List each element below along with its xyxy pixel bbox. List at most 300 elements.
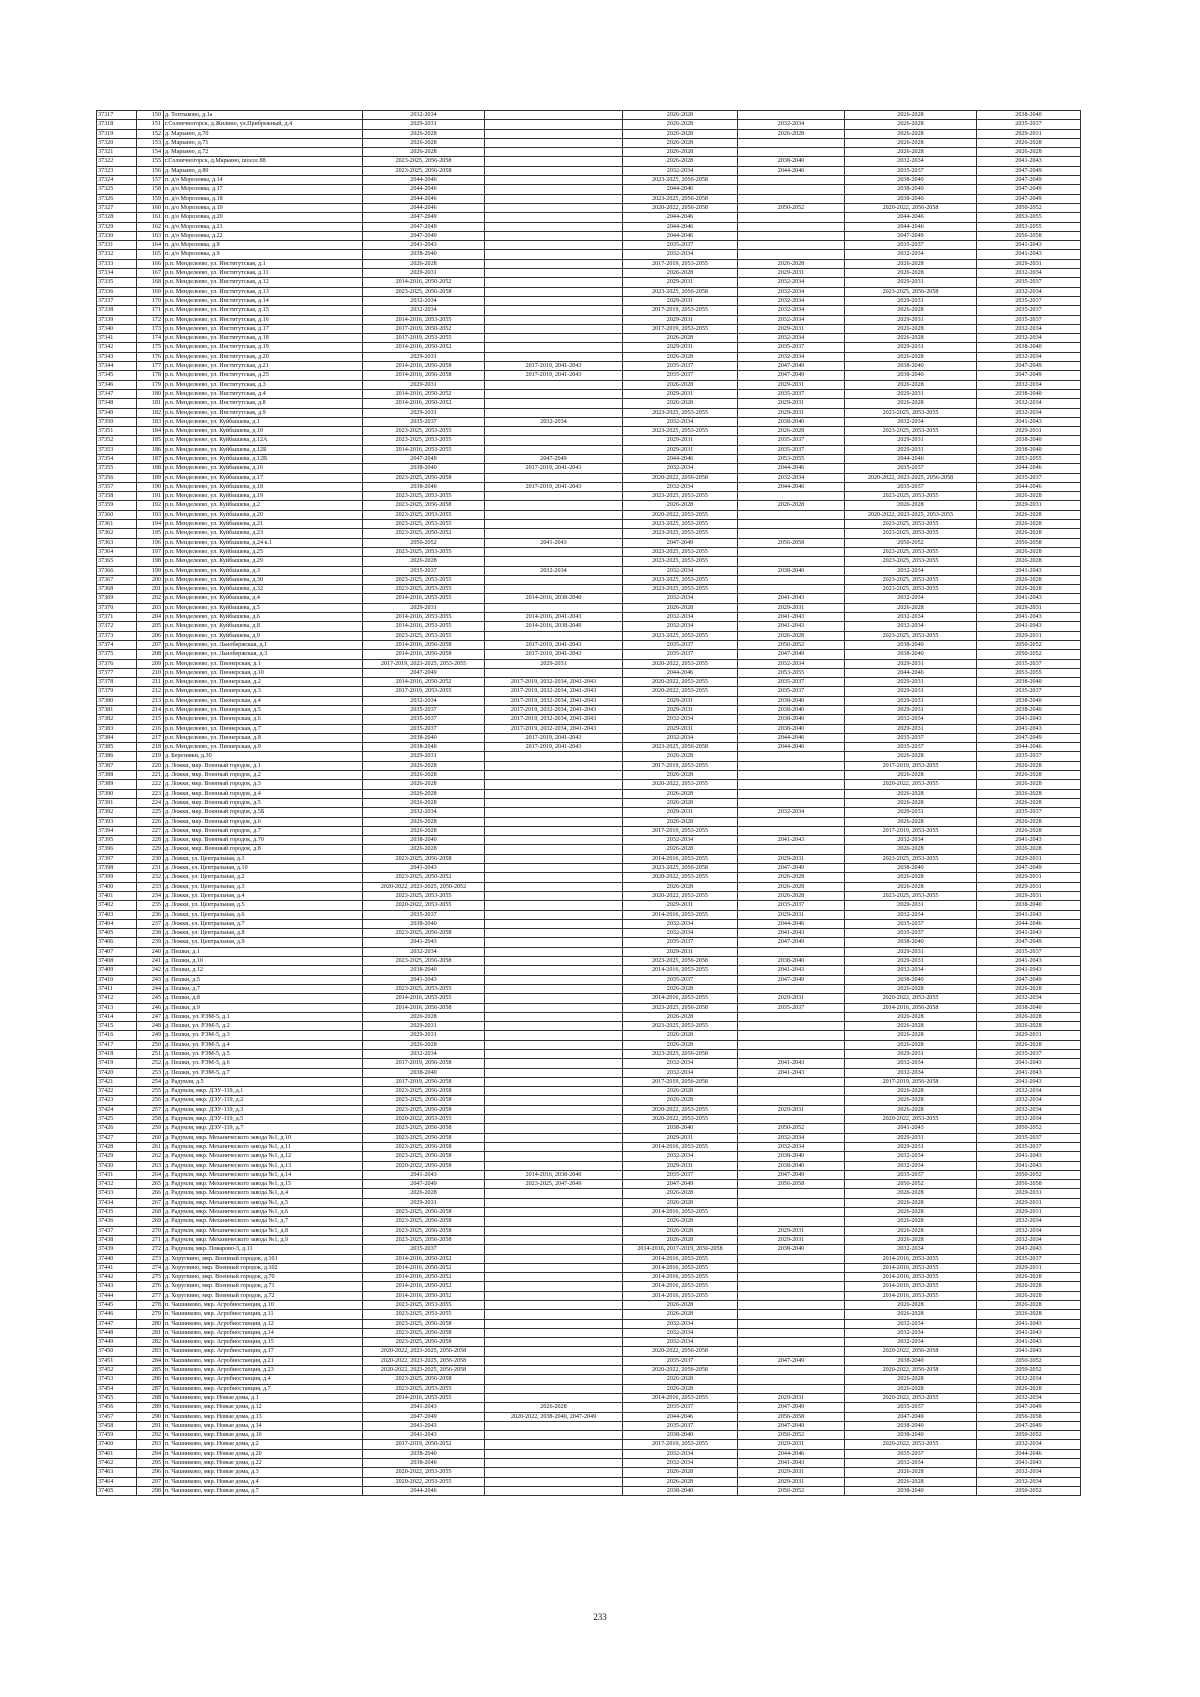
period-cell-5: 2026-2028 [845, 324, 977, 333]
period-cell-3: 2023-2025, 2053-2055 [623, 575, 738, 584]
period-cell-6: 2032-2034 [977, 380, 1081, 389]
period-cell-5: 2014-2016, 2056-2058 [845, 1003, 977, 1012]
row-id-cell: 37452 [97, 1366, 137, 1375]
period-cell-5: 2026-2028 [845, 306, 977, 315]
period-cell-5: 2035-2037 [845, 482, 977, 491]
period-cell-4: 2041-2043 [738, 1059, 845, 1068]
table-row [97, 984, 1081, 993]
row-number-cell: 235 [137, 901, 164, 910]
table-row [97, 1142, 1081, 1151]
period-cell-2: 2017-2019, 2041-2043 [485, 482, 623, 491]
period-cell-5: 2020-2022, 2053-2055 [845, 994, 977, 1003]
row-number-cell: 221 [137, 771, 164, 780]
row-id-cell: 37393 [97, 817, 137, 826]
row-number-cell: 189 [137, 473, 164, 482]
period-cell-3: 2023-2025, 2053-2055 [623, 529, 738, 538]
address-cell: р.п. Менделеево, ул. Институтская, д.20 [164, 352, 363, 361]
table-row [97, 1356, 1081, 1365]
period-cell-2 [485, 436, 623, 445]
period-cell-3: 2032-2034 [623, 1328, 738, 1337]
address-cell: д. Пешки, ул. РЭМ-5, д.6 [164, 1059, 363, 1068]
period-cell-4 [738, 1282, 845, 1291]
address-cell: р.п. Менделеево, ул. Куйбышева, д.1 [164, 417, 363, 426]
period-cell-1: 2044-2046 [363, 1486, 485, 1495]
period-cell-2: 2014-2016, 2038-2040 [485, 594, 623, 603]
table-row [97, 1263, 1081, 1272]
period-cell-4 [738, 1375, 845, 1384]
period-cell-6: 2029-2031 [977, 854, 1081, 863]
period-cell-5: 2035-2037 [845, 733, 977, 742]
table-row [97, 529, 1081, 538]
address-cell: п. Чашниково, мкр. Агробиостанция, д.12 [164, 1319, 363, 1328]
row-id-cell: 37338 [97, 306, 137, 315]
row-number-cell: 243 [137, 975, 164, 984]
period-cell-6: 2026-2028 [977, 575, 1081, 584]
period-cell-2 [485, 1263, 623, 1272]
period-cell-6: 2032-2034 [977, 1087, 1081, 1096]
period-cell-3: 2029-2031 [623, 278, 738, 287]
period-cell-5: 2038-2040 [845, 640, 977, 649]
row-id-cell: 37414 [97, 1012, 137, 1021]
period-cell-6: 2038-2040 [977, 901, 1081, 910]
table-row [97, 929, 1081, 938]
row-number-cell: 291 [137, 1421, 164, 1430]
period-cell-4 [738, 529, 845, 538]
row-number-cell: 247 [137, 1012, 164, 1021]
period-cell-6: 2050-2052 [977, 1170, 1081, 1179]
table-row [97, 1170, 1081, 1179]
row-id-cell: 37366 [97, 566, 137, 575]
table-row [97, 1087, 1081, 1096]
row-number-cell: 298 [137, 1486, 164, 1495]
address-cell: д. Ложки, ул. Центральная, д.9 [164, 938, 363, 947]
row-id-cell: 37462 [97, 1459, 137, 1468]
period-cell-3: 2014-2016, 2053-2055 [623, 1254, 738, 1263]
period-cell-2 [485, 278, 623, 287]
period-cell-1: 2023-2025, 2056-2058 [363, 957, 485, 966]
row-number-cell: 285 [137, 1366, 164, 1375]
period-cell-4: 2029-2031 [738, 1440, 845, 1449]
period-cell-5: 2038-2040 [845, 362, 977, 371]
period-cell-2 [485, 836, 623, 845]
period-cell-6: 2026-2028 [977, 1282, 1081, 1291]
period-cell-6: 2047-2049 [977, 176, 1081, 185]
period-cell-6: 2026-2028 [977, 1040, 1081, 1049]
row-number-cell: 228 [137, 836, 164, 845]
table-row [97, 845, 1081, 854]
period-cell-2: 2017-2019, 2032-2034, 2041-2043 [485, 696, 623, 705]
table-row [97, 1226, 1081, 1235]
period-cell-5: 2020-2022, 2056-2058 [845, 1347, 977, 1356]
period-cell-1: 2038-2040 [363, 966, 485, 975]
period-cell-3: 2026-2028 [623, 603, 738, 612]
period-cell-1: 2032-2034 [363, 111, 485, 120]
address-cell: г.Солнечногорск, д.Марьино, шоссе 88 [164, 157, 363, 166]
period-cell-3: 2029-2031 [623, 808, 738, 817]
table-row [97, 557, 1081, 566]
row-number-cell: 254 [137, 1077, 164, 1086]
period-cell-1: 2023-2025, 2050-2052 [363, 873, 485, 882]
address-cell: д. Пешки, ул. РЭМ-5, д.7 [164, 1068, 363, 1077]
period-cell-5: 2032-2034 [845, 715, 977, 724]
period-cell-6: 2041-2043 [977, 417, 1081, 426]
address-cell: д. Радумля, мкр. Механического завода №1, д.14 [164, 1170, 363, 1179]
period-cell-5: 2029-2031 [845, 315, 977, 324]
table-row [97, 1208, 1081, 1217]
period-cell-4 [738, 771, 845, 780]
table-row [97, 854, 1081, 863]
period-cell-3: 2032-2034 [623, 1449, 738, 1458]
address-cell: р.п. Менделеево, ул. Институтская, д.4 [164, 389, 363, 398]
row-number-cell: 245 [137, 994, 164, 1003]
period-cell-6: 2038-2040 [977, 111, 1081, 120]
period-cell-6: 2026-2028 [977, 761, 1081, 770]
period-cell-6: 2032-2034 [977, 994, 1081, 1003]
period-cell-4: 2032-2034 [738, 306, 845, 315]
period-cell-2 [485, 780, 623, 789]
address-cell: д. Радумля, мкр. ДЭУ-119, д.7 [164, 1124, 363, 1133]
table-row [97, 269, 1081, 278]
period-cell-2 [485, 957, 623, 966]
period-cell-6: 2035-2037 [977, 296, 1081, 305]
period-cell-3: 2014-2016, 2053-2055 [623, 994, 738, 1003]
period-cell-5: 2038-2040 [845, 1356, 977, 1365]
row-id-cell: 37333 [97, 259, 137, 268]
table-row [97, 659, 1081, 668]
period-cell-5: 2029-2031 [845, 389, 977, 398]
period-cell-6: 2026-2028 [977, 520, 1081, 529]
row-id-cell: 37370 [97, 603, 137, 612]
period-cell-6: 2032-2034 [977, 1393, 1081, 1402]
period-cell-6: 2047-2049 [977, 1403, 1081, 1412]
period-cell-1: 2026-2028 [363, 557, 485, 566]
period-cell-1: 2017-2019, 2056-2058 [363, 1077, 485, 1086]
period-cell-4: 2029-2031 [738, 269, 845, 278]
table-row [97, 1459, 1081, 1468]
period-cell-2 [485, 1040, 623, 1049]
address-cell: р.п. Менделеево, ул. Институтская, д.18 [164, 334, 363, 343]
period-cell-3: 2023-2025, 2053-2055 [623, 492, 738, 501]
period-cell-2 [485, 501, 623, 510]
address-cell: д. Радумля, мкр. ДЭУ-119, д.2 [164, 1096, 363, 1105]
row-id-cell: 37355 [97, 464, 137, 473]
period-cell-5: 2026-2028 [845, 129, 977, 138]
period-cell-5: 2017-2019, 2053-2055 [845, 761, 977, 770]
table-row [97, 1328, 1081, 1337]
row-number-cell: 240 [137, 947, 164, 956]
period-cell-1: 2023-2025, 2053-2055 [363, 492, 485, 501]
period-cell-4: 2050-2052 [738, 1431, 845, 1440]
period-cell-2 [485, 1328, 623, 1337]
period-cell-3: 2026-2028 [623, 129, 738, 138]
row-id-cell: 37436 [97, 1217, 137, 1226]
row-number-cell: 211 [137, 678, 164, 687]
period-cell-4: 2026-2028 [738, 259, 845, 268]
period-cell-1: 2023-2025, 2056-2058 [363, 929, 485, 938]
table-body [97, 111, 1081, 1496]
period-cell-1: 2023-2025, 2053-2055 [363, 575, 485, 584]
table-row [97, 445, 1081, 454]
row-number-cell: 201 [137, 585, 164, 594]
period-cell-3: 2026-2028 [623, 1468, 738, 1477]
table-row [97, 743, 1081, 752]
row-id-cell: 37385 [97, 743, 137, 752]
table-row [97, 352, 1081, 361]
address-cell: п. Чашниково, мкр. Новые дома, д.12 [164, 1403, 363, 1412]
period-cell-1: 2023-2025, 2056-2058 [363, 473, 485, 482]
period-cell-2 [485, 1273, 623, 1282]
table-row [97, 1217, 1081, 1226]
row-id-cell: 37409 [97, 966, 137, 975]
period-cell-2: 2017-2019, 2032-2034, 2041-2043 [485, 706, 623, 715]
period-cell-5: 2032-2034 [845, 910, 977, 919]
period-cell-6: 2038-2040 [977, 389, 1081, 398]
period-cell-1: 2041-2043 [363, 975, 485, 984]
period-cell-4 [738, 1022, 845, 1031]
row-number-cell: 256 [137, 1096, 164, 1105]
period-cell-2 [485, 984, 623, 993]
period-cell-4: 2032-2034 [738, 296, 845, 305]
period-cell-1: 2023-2025, 2056-2058 [363, 1328, 485, 1337]
table-row [97, 733, 1081, 742]
row-number-cell: 192 [137, 501, 164, 510]
period-cell-3: 2026-2028 [623, 1235, 738, 1244]
address-cell: д. Хоругвино, мкр. Военный городок, д.102 [164, 1263, 363, 1272]
period-cell-1: 2020-2022, 2053-2055 [363, 901, 485, 910]
period-cell-6: 2038-2040 [977, 436, 1081, 445]
period-cell-4: 2047-2049 [738, 1421, 845, 1430]
period-cell-1: 2044-2046 [363, 176, 485, 185]
period-cell-5: 2026-2028 [845, 882, 977, 891]
period-cell-2 [485, 1096, 623, 1105]
address-cell: п. Чашниково, мкр. Агробиостанция, д.10 [164, 1301, 363, 1310]
period-cell-1: 2023-2025, 2056-2058 [363, 1226, 485, 1235]
address-cell: д. Ложки, мкр. Военный городок, д.7 [164, 826, 363, 835]
period-cell-5: 2026-2028 [845, 603, 977, 612]
period-cell-3: 2044-2046 [623, 222, 738, 231]
period-cell-3: 2044-2046 [623, 454, 738, 463]
table-row [97, 789, 1081, 798]
period-cell-4: 2041-2043 [738, 594, 845, 603]
table-row [97, 1384, 1081, 1393]
address-cell: д. Ложки, мкр. Военный городок, д.70 [164, 836, 363, 845]
row-id-cell: 37401 [97, 891, 137, 900]
period-cell-5: 2026-2028 [845, 1384, 977, 1393]
period-cell-4: 2026-2028 [738, 891, 845, 900]
period-cell-2 [485, 157, 623, 166]
period-cell-1: 2023-2025, 2056-2058 [363, 1142, 485, 1151]
period-cell-2: 2026-2028 [485, 1403, 623, 1412]
period-cell-1: 2038-2040 [363, 1459, 485, 1468]
period-cell-3: 2044-2046 [623, 668, 738, 677]
period-cell-3: 2032-2034 [623, 715, 738, 724]
period-cell-3: 2026-2028 [623, 157, 738, 166]
period-cell-6: 2032-2034 [977, 1217, 1081, 1226]
period-cell-4: 2029-2031 [738, 854, 845, 863]
period-cell-3: 2014-2016, 2053-2055 [623, 910, 738, 919]
row-number-cell: 167 [137, 269, 164, 278]
period-cell-2 [485, 929, 623, 938]
row-id-cell: 37411 [97, 984, 137, 993]
row-id-cell: 37422 [97, 1087, 137, 1096]
period-cell-2 [485, 1291, 623, 1300]
period-cell-6: 2050-2052 [977, 1356, 1081, 1365]
row-id-cell: 37341 [97, 334, 137, 343]
period-cell-4 [738, 1217, 845, 1226]
period-cell-4: 2038-2040 [738, 715, 845, 724]
period-cell-4: 2047-2049 [738, 362, 845, 371]
period-cell-6: 2035-2037 [977, 752, 1081, 761]
period-cell-1: 2020-2022, 2023-2025, 2050-2052 [363, 882, 485, 891]
period-cell-4 [738, 1338, 845, 1347]
table-row [97, 957, 1081, 966]
row-id-cell: 37447 [97, 1319, 137, 1328]
address-cell: р.п. Менделеево, ул. Куйбышева, д.2 [164, 501, 363, 510]
address-cell: д. Радумля, мкр. Механического завода №1, д.7 [164, 1217, 363, 1226]
row-id-cell: 37394 [97, 826, 137, 835]
row-number-cell: 175 [137, 343, 164, 352]
period-cell-3: 2017-2019, 2053-2055 [623, 324, 738, 333]
period-cell-5: 2038-2040 [845, 1421, 977, 1430]
period-cell-2 [485, 520, 623, 529]
period-cell-1: 2029-2031 [363, 752, 485, 761]
period-cell-5: 2038-2040 [845, 176, 977, 185]
address-cell: п. Чашниково, мкр. Новые дома, д.16 [164, 1431, 363, 1440]
period-cell-4: 2041-2043 [738, 966, 845, 975]
address-cell: р.п. Менделеево, ул. Пионерская, д.1 [164, 659, 363, 668]
period-cell-1: 2023-2025, 2053-2055 [363, 1301, 485, 1310]
period-cell-2: 2017-2019, 2041-2043 [485, 371, 623, 380]
row-id-cell: 37360 [97, 510, 137, 519]
period-cell-3: 2026-2028 [623, 817, 738, 826]
period-cell-1: 2035-2037 [363, 724, 485, 733]
period-cell-5: 2044-2046 [845, 222, 977, 231]
period-cell-1: 2026-2028 [363, 817, 485, 826]
period-cell-6: 2026-2028 [977, 817, 1081, 826]
period-cell-5: 2023-2025, 2053-2055 [845, 891, 977, 900]
period-cell-1: 2035-2037 [363, 566, 485, 575]
table-row [97, 1124, 1081, 1133]
row-number-cell: 165 [137, 250, 164, 259]
address-cell: п. Чашниково, мкр. Агробиостанция, д.11 [164, 1310, 363, 1319]
period-cell-6: 2029-2031 [977, 1208, 1081, 1217]
period-cell-4: 2038-2040 [738, 566, 845, 575]
table-row [97, 761, 1081, 770]
period-cell-2: 2047-2049 [485, 454, 623, 463]
address-cell: р.п. Менделеево, ул. Куйбышева, д.19 [164, 492, 363, 501]
row-number-cell: 258 [137, 1115, 164, 1124]
period-cell-6: 2029-2031 [977, 501, 1081, 510]
table-row [97, 1477, 1081, 1486]
table-row [97, 1291, 1081, 1300]
period-cell-4: 2041-2043 [738, 1459, 845, 1468]
period-cell-6: 2035-2037 [977, 1254, 1081, 1263]
period-cell-5: 2023-2025, 2056-2058 [845, 287, 977, 296]
row-id-cell: 37346 [97, 380, 137, 389]
period-cell-1: 2014-2016, 2050-2052 [363, 399, 485, 408]
period-cell-6: 2026-2028 [977, 798, 1081, 807]
row-id-cell: 37410 [97, 975, 137, 984]
period-cell-6: 2041-2043 [977, 957, 1081, 966]
period-cell-3: 2026-2028 [623, 501, 738, 510]
period-cell-3: 2026-2028 [623, 798, 738, 807]
table-row [97, 259, 1081, 268]
row-id-cell: 37403 [97, 910, 137, 919]
period-cell-5: 2035-2037 [845, 929, 977, 938]
period-cell-6: 2053-2055 [977, 213, 1081, 222]
row-id-cell: 37399 [97, 873, 137, 882]
period-cell-1: 2014-2016, 2050-2052 [363, 389, 485, 398]
period-cell-4 [738, 826, 845, 835]
period-cell-3: 2014-2016, 2053-2055 [623, 1273, 738, 1282]
period-cell-1: 2023-2025, 2053-2055 [363, 510, 485, 519]
row-id-cell: 37419 [97, 1059, 137, 1068]
row-number-cell: 193 [137, 510, 164, 519]
period-cell-5: 2026-2028 [845, 501, 977, 510]
row-number-cell: 173 [137, 324, 164, 333]
address-cell: д. Радумля, мкр. Механического завода №1, д.9 [164, 1235, 363, 1244]
period-cell-3: 2020-2022, 2053-2055 [623, 1115, 738, 1124]
table-row [97, 1282, 1081, 1291]
period-cell-1: 2014-2016, 2053-2055 [363, 994, 485, 1003]
period-cell-2 [485, 547, 623, 556]
period-cell-5: 2014-2016, 2053-2055 [845, 1273, 977, 1282]
address-cell: р.п. Менделеево, ул. Куйбышева, д.8 [164, 622, 363, 631]
period-cell-2 [485, 1468, 623, 1477]
period-cell-1: 2014-2016, 2053-2055 [363, 594, 485, 603]
period-cell-5: 2032-2034 [845, 836, 977, 845]
period-cell-3: 2020-2022, 2056-2058 [623, 473, 738, 482]
period-cell-3: 2032-2034 [623, 1319, 738, 1328]
period-cell-1: 2026-2028 [363, 771, 485, 780]
period-cell-4: 2035-2037 [738, 436, 845, 445]
address-cell: п. д/о Морозовка, д.21 [164, 222, 363, 231]
period-cell-4: 2029-2031 [738, 399, 845, 408]
period-cell-3: 2026-2028 [623, 1096, 738, 1105]
address-cell: д. Ложки, мкр. Военный городок, д.4 [164, 789, 363, 798]
address-cell: п. Чашниково, мкр. Агробиостанция, д.17 [164, 1347, 363, 1356]
row-number-cell: 263 [137, 1161, 164, 1170]
period-cell-2: 2017-2019, 2032-2034, 2041-2043 [485, 715, 623, 724]
row-id-cell: 37418 [97, 1049, 137, 1058]
row-number-cell: 280 [137, 1319, 164, 1328]
period-cell-4 [738, 947, 845, 956]
period-cell-1: 2038-2040 [363, 919, 485, 928]
row-number-cell: 179 [137, 380, 164, 389]
table-row [97, 994, 1081, 1003]
table-row [97, 1068, 1081, 1077]
table-row [97, 120, 1081, 129]
address-cell: д. Радумля, мкр. Механического завода №1, д.5 [164, 1198, 363, 1207]
period-cell-1: 2026-2028 [363, 789, 485, 798]
period-cell-4: 2035-2037 [738, 343, 845, 352]
address-cell: р.п. Менделеево, ул. Пионерская, д.7 [164, 724, 363, 733]
period-cell-4: 2050-2052 [738, 203, 845, 212]
period-cell-6: 2029-2031 [977, 631, 1081, 640]
table-row [97, 1152, 1081, 1161]
address-cell: д. Пешки, д.5 [164, 975, 363, 984]
row-number-cell: 289 [137, 1403, 164, 1412]
row-id-cell: 37331 [97, 241, 137, 250]
row-number-cell: 253 [137, 1068, 164, 1077]
address-cell: г.Солнечногорск, д.Жилино, ул.Прибрежный, д.4 [164, 120, 363, 129]
row-number-cell: 177 [137, 362, 164, 371]
period-cell-5: 2023-2025, 2053-2055 [845, 492, 977, 501]
period-cell-4: 2041-2043 [738, 929, 845, 938]
period-cell-3: 2026-2028 [623, 1384, 738, 1393]
period-cell-5: 2032-2034 [845, 566, 977, 575]
period-cell-5: 2020-2022, 2056-2058 [845, 1366, 977, 1375]
